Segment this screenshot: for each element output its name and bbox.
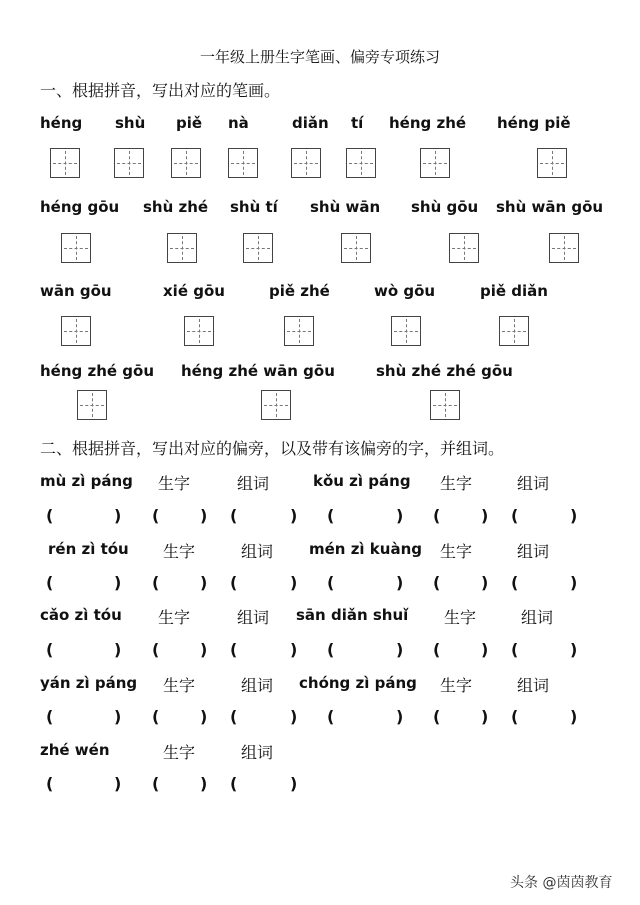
paren-open: (	[327, 640, 335, 659]
paren-close: )	[114, 573, 122, 592]
paren-open: (	[511, 640, 519, 659]
word-label: 生字	[163, 676, 196, 695]
writing-grid-box[interactable]	[184, 316, 214, 346]
paren-close: )	[570, 640, 578, 659]
writing-grid-box[interactable]	[549, 233, 579, 263]
paren-close: )	[570, 506, 578, 525]
paren-open: (	[511, 573, 519, 592]
writing-grid-box[interactable]	[537, 148, 567, 178]
stroke-pinyin: héng zhé gōu	[40, 362, 155, 380]
stroke-pinyin: shù tí	[230, 198, 278, 216]
radical-pinyin: chóng zì páng	[299, 674, 417, 692]
group-label: 组词	[241, 676, 274, 695]
writing-grid-box[interactable]	[77, 390, 107, 420]
writing-grid-box[interactable]	[449, 233, 479, 263]
stroke-pinyin: héng zhé wān gōu	[181, 362, 335, 380]
writing-grid-box[interactable]	[499, 316, 529, 346]
group-label: 组词	[237, 474, 270, 493]
paren-open: (	[230, 573, 238, 592]
radical-pinyin: mù zì páng	[40, 472, 133, 490]
paren-open: (	[46, 506, 54, 525]
watermark: 头条 @茵茵教育	[510, 875, 613, 891]
paren-close: )	[290, 774, 298, 793]
paren-close: )	[290, 573, 298, 592]
paren-open: (	[433, 506, 441, 525]
stroke-pinyin: shù	[115, 114, 146, 132]
paren-close: )	[114, 707, 122, 726]
paren-close: )	[396, 707, 404, 726]
writing-grid-box[interactable]	[346, 148, 376, 178]
section1-heading: 一、根据拼音，写出对应的笔画。	[40, 81, 281, 100]
word-label: 生字	[163, 743, 196, 762]
page-title: 一年级上册生字笔画、偏旁专项练习	[199, 48, 440, 66]
stroke-pinyin: shù wān gōu	[496, 198, 604, 216]
paren-close: )	[114, 774, 122, 793]
stroke-pinyin: shù wān	[310, 198, 381, 216]
stroke-pinyin: piě	[176, 114, 203, 132]
radical-pinyin: yán zì páng	[40, 674, 138, 692]
paren-open: (	[152, 774, 160, 793]
stroke-pinyin: nà	[228, 114, 249, 132]
paren-close: )	[290, 640, 298, 659]
paren-open: (	[230, 707, 238, 726]
paren-open: (	[230, 640, 238, 659]
group-label: 组词	[521, 608, 554, 627]
radical-pinyin: zhé wén	[40, 741, 110, 759]
paren-close: )	[570, 707, 578, 726]
paren-open: (	[152, 573, 160, 592]
paren-close: )	[481, 573, 489, 592]
word-label: 生字	[440, 542, 473, 561]
paren-open: (	[152, 640, 160, 659]
group-label: 组词	[237, 608, 270, 627]
writing-grid-box[interactable]	[243, 233, 273, 263]
stroke-pinyin: héng	[40, 114, 83, 132]
group-label: 组词	[517, 474, 550, 493]
word-label: 生字	[158, 608, 191, 627]
stroke-pinyin: xié gōu	[163, 282, 225, 300]
writing-grid-box[interactable]	[420, 148, 450, 178]
paren-open: (	[327, 573, 335, 592]
paren-open: (	[152, 707, 160, 726]
paren-open: (	[152, 506, 160, 525]
stroke-pinyin: héng gōu	[40, 198, 120, 216]
paren-close: )	[200, 774, 208, 793]
paren-close: )	[290, 707, 298, 726]
stroke-pinyin: héng zhé	[389, 114, 467, 132]
paren-open: (	[433, 707, 441, 726]
word-label: 生字	[440, 474, 473, 493]
paren-close: )	[396, 573, 404, 592]
writing-grid-box[interactable]	[430, 390, 460, 420]
writing-grid-box[interactable]	[167, 233, 197, 263]
paren-close: )	[396, 640, 404, 659]
paren-close: )	[200, 573, 208, 592]
paren-open: (	[46, 707, 54, 726]
radical-pinyin: kǒu zì páng	[313, 472, 411, 490]
writing-grid-box[interactable]	[391, 316, 421, 346]
writing-grid-box[interactable]	[50, 148, 80, 178]
stroke-pinyin: wān gōu	[40, 282, 112, 300]
paren-open: (	[46, 573, 54, 592]
paren-open: (	[433, 573, 441, 592]
paren-open: (	[46, 774, 54, 793]
writing-grid-box[interactable]	[341, 233, 371, 263]
stroke-pinyin: piě diǎn	[480, 282, 548, 300]
group-label: 组词	[241, 542, 274, 561]
paren-close: )	[481, 506, 489, 525]
writing-grid-box[interactable]	[228, 148, 258, 178]
writing-grid-box[interactable]	[261, 390, 291, 420]
paren-open: (	[46, 640, 54, 659]
word-label: 生字	[440, 676, 473, 695]
paren-close: )	[481, 707, 489, 726]
radical-pinyin: cǎo zì tóu	[40, 606, 122, 624]
section2-heading: 二、根据拼音，写出对应的偏旁，以及带有该偏旁的字，并组词。	[40, 439, 505, 458]
group-label: 组词	[517, 542, 550, 561]
paren-close: )	[481, 640, 489, 659]
paren-open: (	[511, 506, 519, 525]
radical-pinyin: sān diǎn shuǐ	[296, 606, 409, 624]
paren-close: )	[200, 707, 208, 726]
stroke-pinyin: shù gōu	[411, 198, 479, 216]
writing-grid-box[interactable]	[61, 233, 91, 263]
stroke-pinyin: héng piě	[497, 114, 571, 132]
paren-close: )	[200, 506, 208, 525]
group-label: 组词	[517, 676, 550, 695]
stroke-pinyin: diǎn	[292, 114, 329, 132]
stroke-pinyin: piě zhé	[269, 282, 330, 300]
radical-pinyin: rén zì tóu	[48, 540, 129, 558]
writing-grid-box[interactable]	[61, 316, 91, 346]
writing-grid-box[interactable]	[171, 148, 201, 178]
stroke-pinyin: tí	[351, 114, 364, 132]
paren-close: )	[114, 506, 122, 525]
writing-grid-box[interactable]	[114, 148, 144, 178]
stroke-pinyin: shù zhé zhé gōu	[376, 362, 513, 380]
paren-close: )	[200, 640, 208, 659]
paren-open: (	[327, 506, 335, 525]
paren-open: (	[230, 774, 238, 793]
paren-open: (	[511, 707, 519, 726]
paren-open: (	[327, 707, 335, 726]
word-label: 生字	[163, 542, 196, 561]
writing-grid-box[interactable]	[291, 148, 321, 178]
paren-close: )	[114, 640, 122, 659]
stroke-pinyin: wò gōu	[374, 282, 436, 300]
paren-close: )	[290, 506, 298, 525]
paren-close: )	[570, 573, 578, 592]
group-label: 组词	[241, 743, 274, 762]
radical-pinyin: mén zì kuàng	[309, 540, 422, 558]
word-label: 生字	[444, 608, 477, 627]
stroke-pinyin: shù zhé	[143, 198, 209, 216]
paren-close: )	[396, 506, 404, 525]
paren-open: (	[230, 506, 238, 525]
word-label: 生字	[158, 474, 191, 493]
paren-open: (	[433, 640, 441, 659]
writing-grid-box[interactable]	[284, 316, 314, 346]
